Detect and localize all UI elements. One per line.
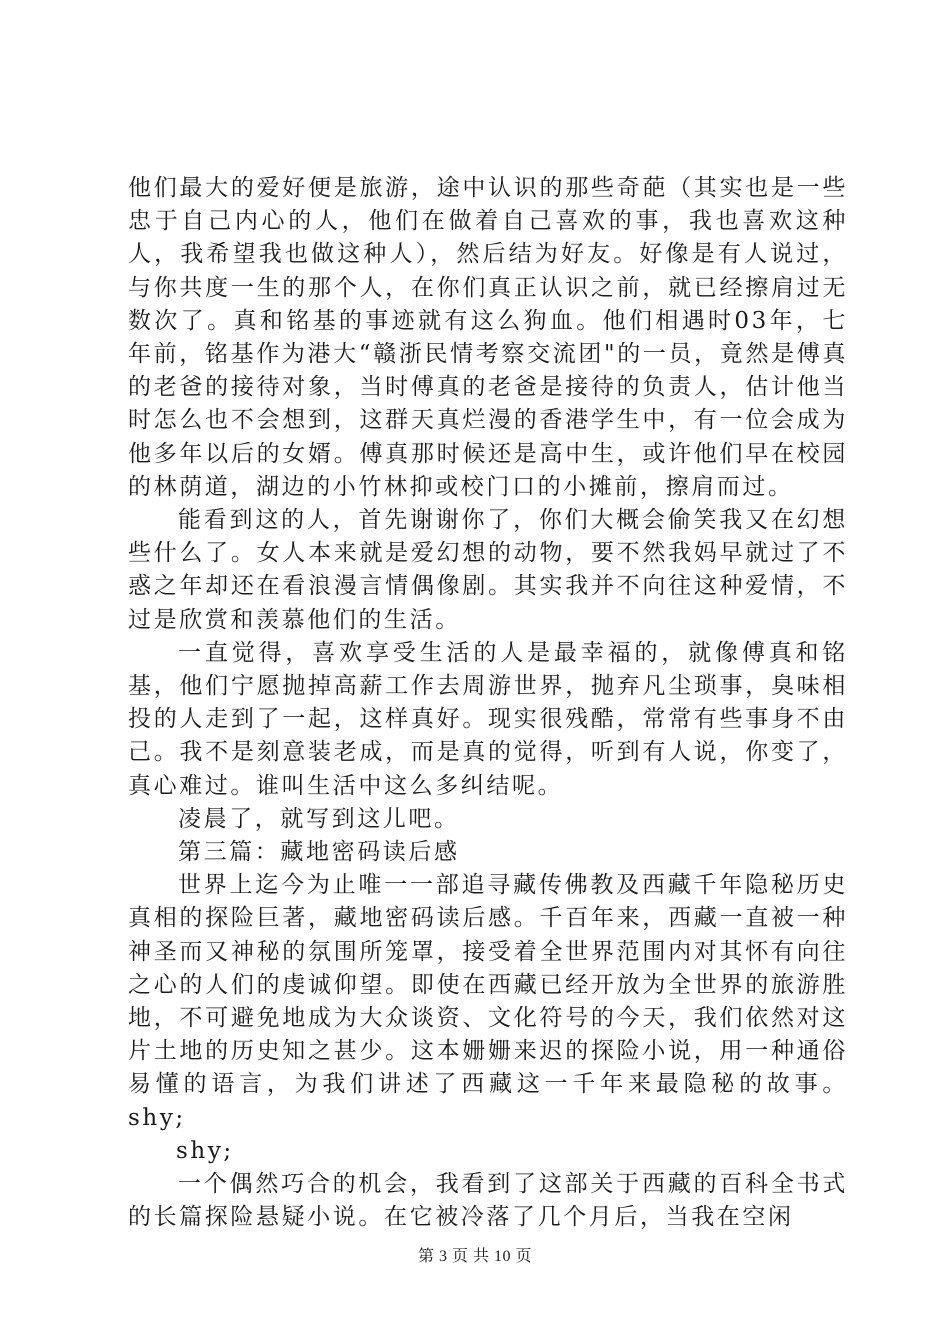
paragraph-tibet-intro: 世界上迄今为止唯一一部追寻藏传佛教及西藏千年隐秘历史真相的探险巨著，藏地密码读后感。千百年来，西藏一直被一种神圣而又神秘的氛围所笼罩，接受着全世界范围内对其怀有向往之心的人们的虔诚仰望。即使在西藏已经开放为全世界的旅游胜地，不可避免地成为大众谈资、文化符号的今天，我们依然对这片土地的历史知之甚少。这本姗姗来迟的探险小说，用一种通俗易懂的语言，为我们讲述了西藏这一千年来最隐秘的故事。shy; (128, 872, 848, 1131)
paragraph-happiness: 一直觉得，喜欢享受生活的人是最幸福的，就像傅真和铭基，他们宁愿抛掉高薪工作去周游世界，抛弃凡尘琐事，臭味相投的人走到了一起，这样真好。现实很残酷，常常有些事身不由己。我不是刻意装老成，而是真的觉得，听到有人说，你变了，真心难过。谁叫生活中这么多纠结呢。 (128, 639, 848, 799)
paragraph-travel: 他们最大的爱好便是旅游，途中认识的那些奇葩（其实也是一些忠于自己内心的人，他们在做着自己喜欢的事，我也喜欢这种人，我希望我也做这种人），然后结为好友。好像是有人说过，与你共度一生的那个人，在你们真正认识之前，就已经擦肩过无数次了。真和铭基的事迹就有这么狗血。他们相遇时03年，七年前，铭基作为港大“赣浙民情考察交流团"的一员，竟然是傅真的老爸的接待对象，当时傅真的老爸是接待的负责人，估计他当时怎么也不会想到，这群天真烂漫的香港学生中，有一位会成为他多年以后的女婿。傅真那时候还是高中生，或许他们早在校园的林荫道，湖边的小竹林抑或校门口的小摊前，擦肩而过。 (128, 175, 848, 500)
paragraph-thanks: 能看到这的人，首先谢谢你了，你们大概会偷笑我又在幻想些什么了。女人本来就是爱幻想的动物，要不然我妈早就过了不惑之年却还在看浪漫言情偶像剧。其实我并不向往这种爱情，不过是欣赏和羡慕他们的生活。 (128, 507, 848, 633)
paragraph-chance: 一个偶然巧合的机会，我看到了这部关于西藏的百科全书式的长篇探险悬疑小说。在它被冷落了几个月后，当我在空闲 (128, 1171, 848, 1231)
body-text (128, 172, 848, 1235)
paragraph-shy: shy; (176, 1137, 234, 1164)
paragraph-late-night: 凌晨了，就写到这儿吧。 (178, 805, 460, 832)
section-heading: 第三篇：藏地密码读后感 (178, 839, 460, 866)
page-footer: 第 3 页 共 10 页 (417, 1248, 532, 1265)
